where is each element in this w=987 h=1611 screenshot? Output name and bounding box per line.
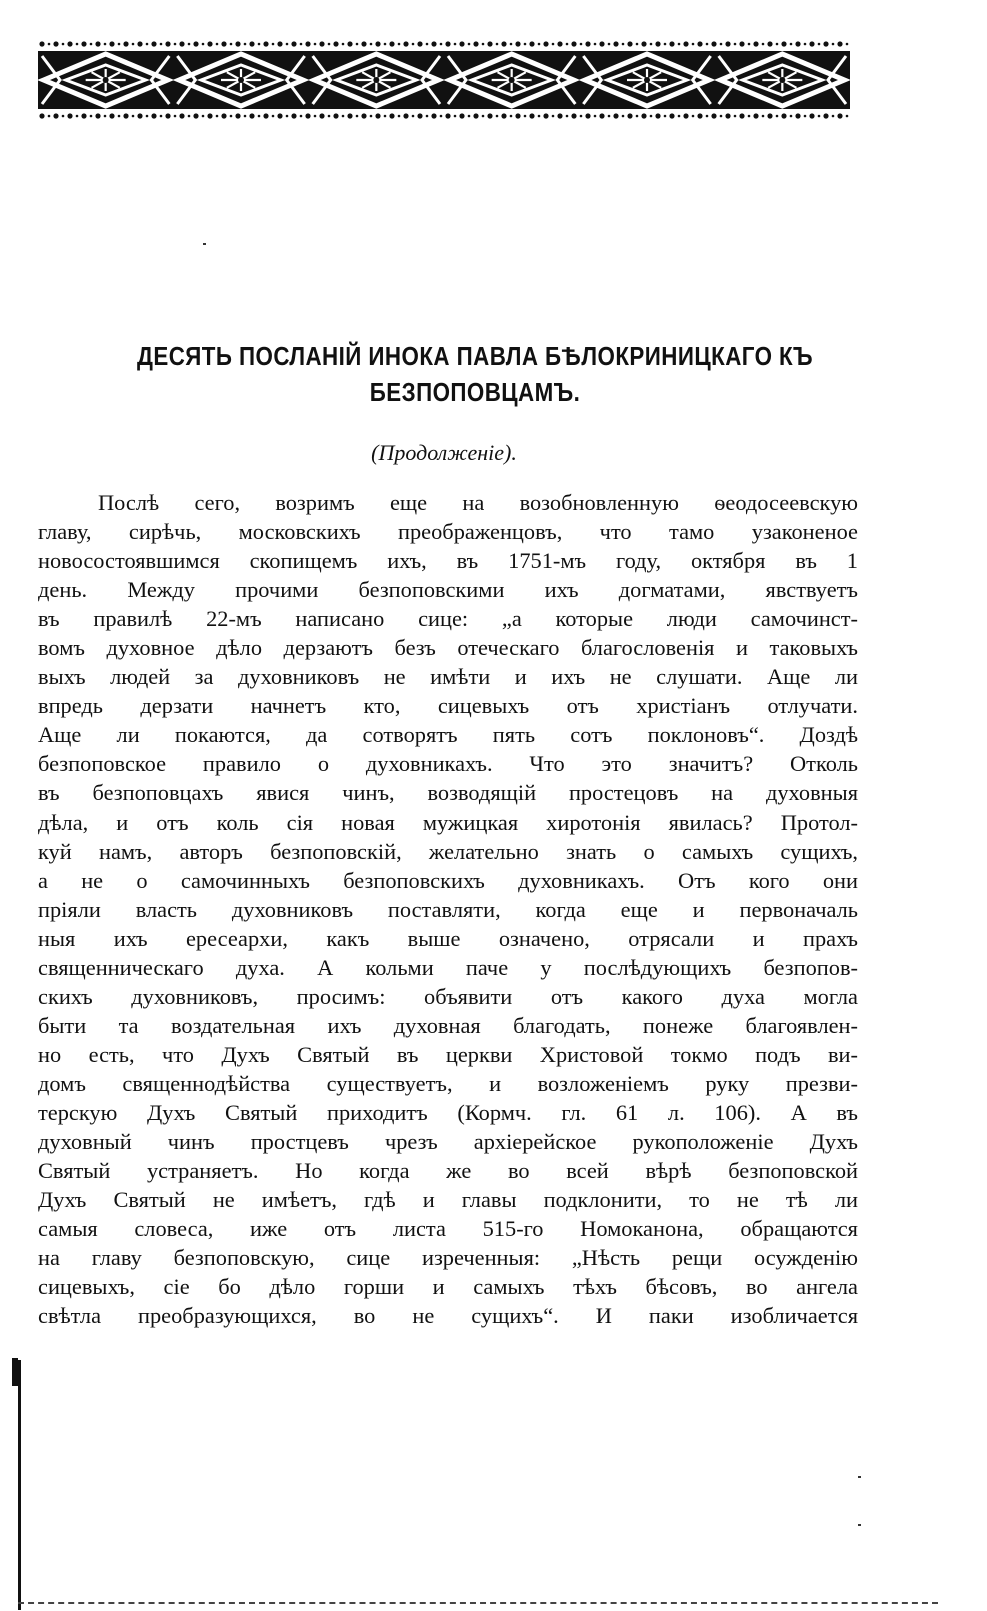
speck — [858, 1476, 861, 1478]
text-line: куй намъ, авторъ безпоповскій, желательно знать о самыхъ сущихъ, — [38, 838, 858, 864]
text-line: скихъ духовниковъ, просимъ: объявити отъ какого духа могла — [38, 983, 858, 1009]
text-line: въ безпоповцахъ явися чинъ, возводящій простецовъ на духовныя — [38, 780, 858, 806]
text-line: безпоповское правило о духовникахъ. Что это значитъ? Отколь — [38, 751, 858, 777]
margin-rule — [18, 1360, 21, 1610]
text-line: Святый устраняетъ. Но когда же во всей вѣрѣ безпоповской — [38, 1158, 858, 1184]
text-line: на главу безпоповскую, сице изреченныя: „Нѣсть рещи осужденію — [38, 1245, 858, 1271]
text-line: а не о самочинныхъ безпоповскихъ духовникахъ. Отъ кого они — [38, 867, 858, 893]
text-line: но есть, что Духъ Святый въ церкви Христовой токмо подъ ви- — [38, 1041, 858, 1067]
title-line-2: БЕЗПОПОВЦАМЪ. — [369, 377, 581, 407]
subtitle: (Продолженіе). — [371, 440, 517, 465]
ornamental-band-icon — [38, 38, 850, 122]
page-title — [118, 338, 832, 410]
text-line: домъ священнодѣйства существуетъ, и возложеніемъ руку презви- — [38, 1070, 858, 1096]
text-line: быти та воздательная ихъ духовная благодать, понеже благоявлен- — [38, 1012, 858, 1038]
text-line: новосостоявшимся скопищемъ ихъ, въ 1751-мъ году, октября въ 1 — [38, 548, 858, 574]
text-line: вомъ духовное дѣло дерзаютъ безъ отеческаго благословенія и таковыхъ — [38, 635, 858, 661]
text-line: главу, сирѣчь, московскихъ преображенцовъ, что тамо узаконеное — [38, 519, 858, 545]
text-line: ныя ихъ ересеархи, какъ выше означено, отрясали и прахъ — [38, 925, 858, 951]
text-line: самыя словеса, иже отъ листа 515-го Номоканона, обращаются — [38, 1216, 858, 1242]
text-line: свѣтла преобразующихся, во не сущихъ“. И паки изобличается — [38, 1303, 858, 1329]
text-line: Послѣ сего, возримъ еще на возобновленную ѳеодосеевскую — [98, 490, 858, 515]
text-line: пріяли власть духовниковъ поставляти, когда еще и первоначаль — [38, 896, 858, 922]
text-line: терскую Духъ Святый приходитъ (Кормч. гл. 61 л. 106). А въ — [38, 1099, 858, 1125]
text-line: священническаго духа. А кольми паче у послѣдующихъ безпопов- — [38, 954, 858, 980]
text-line: впредь дерзати начнетъ кто, сицевыхъ отъ христіанъ отлучати. — [38, 693, 858, 719]
text-line: духовный чинъ простцевъ чрезъ архіерейское рукоположеніе Духъ — [38, 1129, 858, 1155]
text-line: Аще ли покаются, да сотворятъ пять сотъ поклоновъ“. Доздѣ — [38, 722, 858, 748]
speck — [203, 243, 206, 245]
text-line: день. Между прочими безпоповскими ихъ догматами, явствуетъ — [38, 577, 858, 603]
title-line-1: ДЕСЯТЬ ПОСЛАНІЙ ИНОКА ПАВЛА БѢЛОКРИНИЦКАГО КЪ — [136, 341, 814, 371]
text-line: дѣла, и отъ коль сія новая мужицкая хиротонія явилась? Протол- — [38, 809, 858, 835]
text-line: Духъ Святый не имѣетъ, гдѣ и главы подклонити, то не тѣ ли — [38, 1187, 858, 1213]
body-text — [38, 488, 858, 1330]
text-line: выхъ людей за духовниковъ не имѣти и ихъ не слушати. Аще ли — [38, 664, 858, 690]
text-line: въ правилѣ 22-мъ написано сице: „а которые люди самочинст- — [38, 606, 858, 632]
bottom-rule — [18, 1602, 938, 1606]
speck — [858, 1524, 861, 1526]
text-line: сицевыхъ, сіе бо дѣло горши и самыхъ тѣхъ бѣсовъ, во ангела — [38, 1274, 858, 1300]
